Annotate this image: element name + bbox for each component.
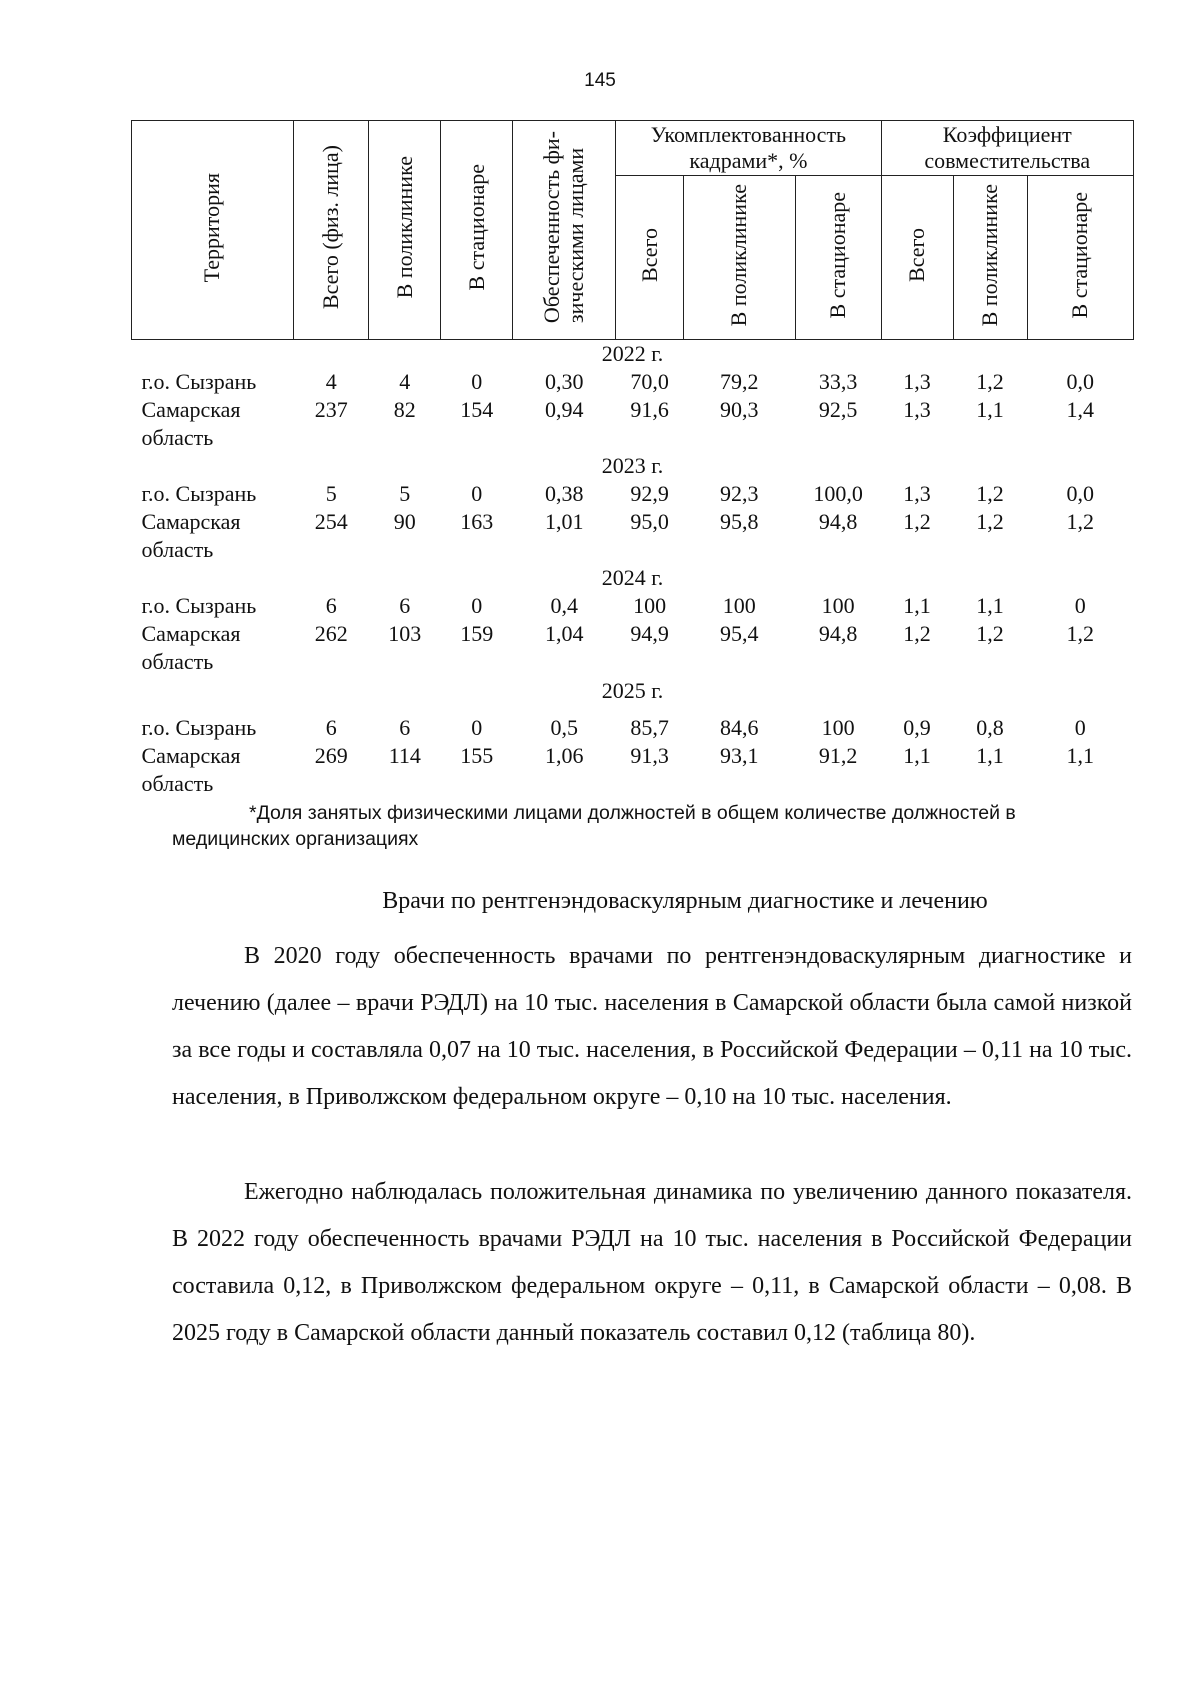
territory-cell: Самарская область [141, 621, 241, 674]
header-total [294, 121, 369, 340]
value-cell: 0,5 [550, 715, 578, 740]
year-label: 2022 г. [601, 341, 664, 366]
value-cell: 33,3 [818, 369, 858, 394]
header-total-label: Всего (физ. лица) [318, 145, 344, 310]
value-cell: 1,1 [976, 593, 1004, 618]
value-cell: 254 [314, 509, 348, 534]
header-staffing-polyclinic [683, 176, 795, 340]
header-staffing-total-label: Всего [636, 228, 662, 282]
value-cell: 1,1 [1066, 743, 1095, 768]
value-cell: 0,0 [1066, 369, 1095, 394]
value-cell: 95,0 [630, 509, 669, 534]
header-coef-hospital [1027, 176, 1133, 340]
value-cell: 94,9 [630, 621, 669, 646]
value-cell: 95,4 [720, 621, 759, 646]
table-body [132, 340, 1134, 799]
value-cell: 4 [399, 369, 411, 394]
value-cell: 95,8 [720, 509, 759, 534]
value-cell: 103 [388, 621, 422, 646]
value-cell: 79,2 [720, 369, 759, 394]
value-cell: 94,8 [818, 509, 858, 534]
value-cell: 100 [633, 593, 667, 618]
value-cell: 0,4 [550, 593, 578, 618]
year-separator-row [132, 340, 1134, 369]
value-cell: 4 [325, 369, 337, 394]
header-polyclinic-label: В поликлинике [391, 156, 417, 299]
table-row [132, 714, 1134, 742]
value-cell: 94,8 [818, 621, 858, 646]
header-staffing-polyclinic-label: В поликлинике [726, 183, 752, 327]
value-cell: 84,6 [720, 715, 759, 740]
value-cell: 91,6 [630, 397, 669, 422]
value-cell: 1,2 [976, 481, 1004, 506]
paragraph-2: Ежегодно наблюдалась положительная динамика по увеличению данного показателя. В 2022 году обеспеченность врачами РЭДЛ на 10 тыс. населения в Российской Федерации составила 0,12, в Приволжском федеральном округе – 0,11, в Самарской области – 0,08. В 2025 году в Самарской области данный показатель составил 0,12 (таблица 80). [172, 1179, 1132, 1346]
value-cell: 91,2 [818, 743, 858, 768]
value-cell: 1,3 [903, 481, 931, 506]
page-number: 145 [584, 70, 616, 91]
value-cell: 0,30 [545, 369, 584, 394]
header-staffing-group [616, 121, 881, 176]
territory-cell: г.о. Сызрань [141, 369, 257, 394]
header-coef-polyclinic [953, 176, 1027, 340]
value-cell: 1,3 [903, 397, 931, 422]
header-hospital-label: В стационаре [463, 164, 489, 291]
value-cell: 237 [314, 397, 348, 422]
header-territory-label: Территория [199, 172, 225, 283]
table-row [132, 396, 1134, 452]
table-row [132, 592, 1134, 620]
value-cell: 85,7 [630, 715, 669, 740]
territory-cell: Самарская область [141, 509, 241, 562]
value-cell: 6 [399, 593, 411, 618]
header-coef-line1: Коэффициент [942, 122, 1072, 148]
territory-cell: г.о. Сызрань [141, 715, 257, 740]
value-cell: 1,1 [976, 743, 1004, 768]
value-cell: 1,4 [1066, 397, 1095, 422]
header-staffing-total [616, 176, 684, 340]
value-cell: 91,3 [630, 743, 669, 768]
footnote-line1: *Доля занятых физическими лицами должностей в общем количестве должностей в [249, 802, 1016, 824]
year-separator-row [132, 452, 1134, 480]
year-separator-row [132, 564, 1134, 592]
value-cell: 159 [460, 621, 494, 646]
header-hospital [441, 121, 513, 340]
header-coef-total-label: Всего [903, 228, 929, 282]
value-cell: 92,3 [720, 481, 759, 506]
territory-cell: г.о. Сызрань [141, 481, 257, 506]
staffing-table [131, 120, 1134, 798]
value-cell: 0,0 [1066, 481, 1095, 506]
value-cell: 154 [460, 397, 494, 422]
value-cell: 1,1 [976, 397, 1004, 422]
value-cell: 93,1 [720, 743, 759, 768]
value-cell: 1,2 [976, 621, 1004, 646]
header-coef-group [881, 121, 1133, 176]
value-cell: 1,2 [903, 621, 931, 646]
header-staffing-hospital-label: В стационаре [825, 191, 850, 319]
header-polyclinic [369, 121, 441, 340]
header-territory [132, 121, 294, 340]
table-row [132, 508, 1134, 564]
value-cell: 82 [393, 397, 416, 422]
value-cell: 0,9 [903, 715, 931, 740]
section-title: Врачи по рентгенэндоваскулярным диагностике и лечению [382, 888, 988, 914]
year-label: 2024 г. [601, 565, 664, 590]
header-provision-label [540, 131, 588, 323]
value-cell: 6 [399, 715, 411, 740]
value-cell: 100,0 [813, 481, 863, 506]
header-coef-total [881, 176, 953, 340]
territory-cell: Самарская область [141, 743, 241, 796]
value-cell: 1,2 [1066, 509, 1095, 534]
year-separator-row [132, 676, 1134, 714]
territory-cell: г.о. Сызрань [141, 593, 257, 618]
value-cell: 163 [460, 509, 494, 534]
value-cell: 100 [821, 715, 855, 740]
value-cell: 0,38 [545, 481, 584, 506]
value-cell: 100 [722, 593, 756, 618]
territory-cell: Самарская область [141, 397, 241, 450]
value-cell: 1,1 [903, 743, 931, 768]
table-row [132, 368, 1134, 396]
value-cell: 92,5 [818, 397, 858, 422]
value-cell: 155 [460, 743, 494, 768]
value-cell: 1,2 [903, 509, 931, 534]
value-cell: 262 [314, 621, 348, 646]
value-cell: 70,0 [630, 369, 669, 394]
table-footnote [95, 800, 1137, 852]
value-cell: 0 [471, 715, 483, 740]
header-coef-line2: совместительства [924, 148, 1091, 174]
value-cell: 1,2 [976, 369, 1004, 394]
header-staffing-line1: Укомплектованность [650, 122, 847, 148]
value-cell: 90,3 [720, 397, 759, 422]
value-cell: 0 [1074, 715, 1086, 740]
value-cell: 114 [388, 743, 421, 768]
value-cell: 1,2 [976, 509, 1004, 534]
value-cell: 0,94 [545, 397, 584, 422]
value-cell: 1,1 [903, 593, 931, 618]
value-cell: 100 [821, 593, 855, 618]
value-cell: 1,3 [903, 369, 931, 394]
header-provision-line2: зическими лицами [563, 148, 589, 324]
paragraph-1: В 2020 году обеспеченность врачами по рентгенэндоваскулярным диагностике и лечению (далее – врачи РЭДЛ) на 10 тыс. населения в Самарской области была самой низкой за все годы и составляла 0,07 на 10 тыс. населения, в Российской Федерации – 0,11 на 10 тыс. населения, в Приволжском федеральном округе – 0,10 на 10 тыс. населения. [172, 943, 1132, 1110]
value-cell: 1,04 [545, 621, 584, 646]
header-coef-hospital-label: В стационаре [1067, 191, 1093, 319]
value-cell: 5 [399, 481, 411, 506]
value-cell: 1,01 [545, 509, 584, 534]
value-cell: 6 [325, 715, 337, 740]
header-provision-line1: Обеспеченность фи- [539, 131, 565, 324]
footnote-line2: медицинских организациях [172, 828, 419, 850]
value-cell: 5 [325, 481, 337, 506]
year-label: 2023 г. [601, 453, 664, 478]
value-cell: 92,9 [630, 481, 669, 506]
header-coef-polyclinic-label: В поликлинике [976, 183, 1002, 327]
header-staffing-line2: кадрами*, % [689, 148, 808, 174]
header-staffing-hospital [795, 176, 881, 340]
value-cell: 1,06 [545, 743, 584, 768]
header-provision [513, 121, 616, 340]
value-cell: 1,2 [1066, 621, 1095, 646]
value-cell: 0 [471, 481, 483, 506]
value-cell: 0 [1074, 593, 1086, 618]
table-row [132, 742, 1134, 798]
value-cell: 269 [314, 743, 348, 768]
value-cell: 90 [393, 509, 416, 534]
year-label: 2025 г. [601, 678, 664, 703]
table-row [132, 620, 1134, 676]
value-cell: 6 [325, 593, 337, 618]
table-row [132, 480, 1134, 508]
value-cell: 0 [471, 369, 483, 394]
value-cell: 0,8 [976, 715, 1004, 740]
value-cell: 0 [471, 593, 483, 618]
table-header [132, 121, 1134, 340]
